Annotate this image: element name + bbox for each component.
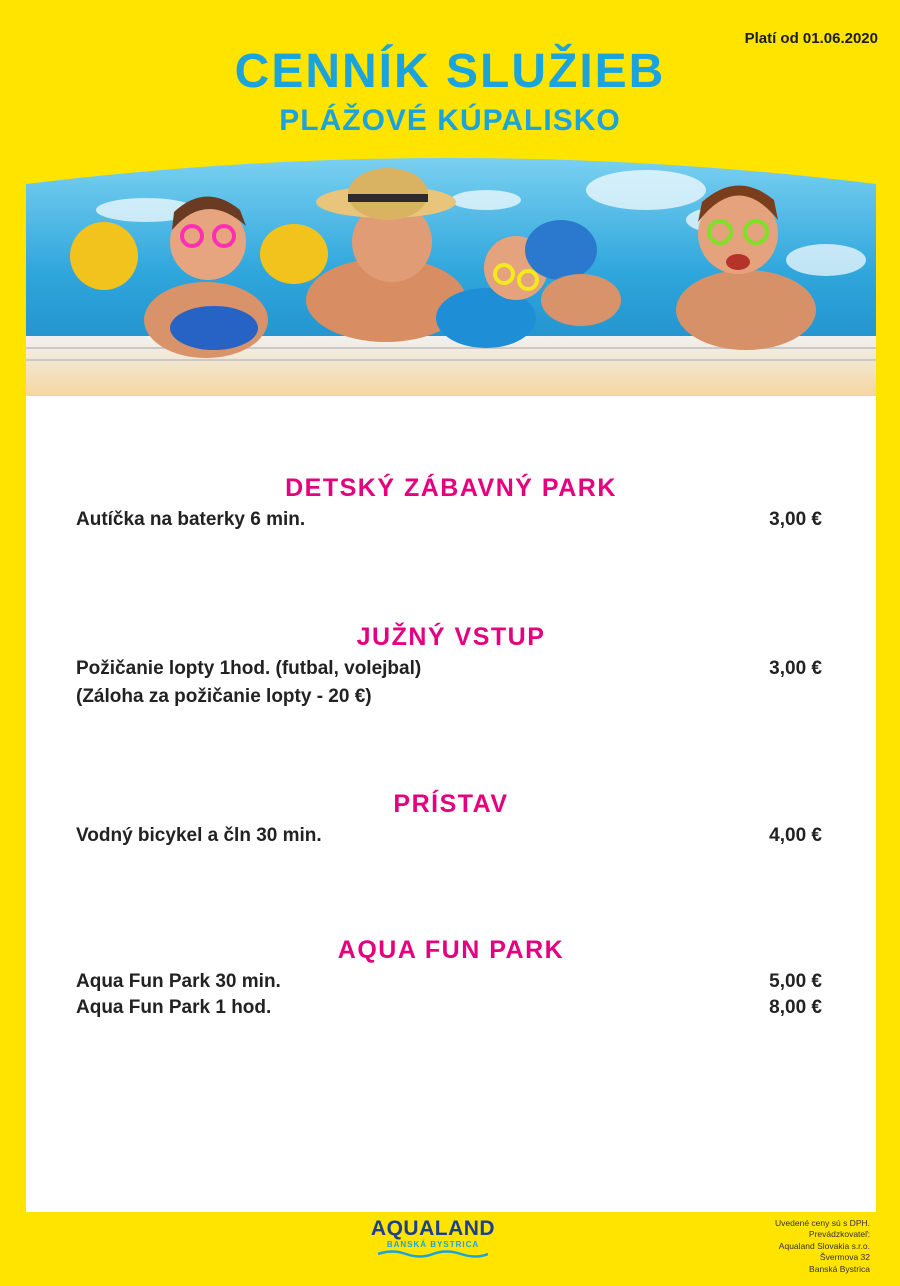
footer-operator-label: Prevádzkovateľ: bbox=[808, 1229, 870, 1240]
section-heading: AQUA FUN PARK bbox=[337, 936, 565, 964]
page-subtitle: PLÁŽOVÉ KÚPALISKO bbox=[279, 104, 621, 137]
item-price: 3,00 € bbox=[769, 658, 822, 679]
price-row bbox=[26, 686, 876, 712]
price-row bbox=[26, 509, 876, 535]
item-name: Aqua Fun Park 1 hod. bbox=[76, 997, 272, 1018]
section-aqua-fun-park bbox=[26, 936, 876, 1023]
section-pristav bbox=[26, 790, 876, 851]
section-heading: DETSKÝ ZÁBAVNÝ PARK bbox=[285, 474, 617, 502]
footer-operator-name: Aqualand Slovakia s.r.o. bbox=[778, 1240, 870, 1251]
footer-info bbox=[670, 1218, 870, 1275]
item-price: 5,00 € bbox=[769, 971, 822, 992]
item-name: Požičanie lopty 1hod. (futbal, volejbal) bbox=[76, 658, 422, 679]
price-row bbox=[26, 825, 876, 851]
section-juzny-vstup bbox=[26, 623, 876, 712]
footer-vat-note: Uvedené ceny sú s DPH. bbox=[775, 1218, 870, 1228]
logo-subtext: BANSKÁ BYSTRICA bbox=[386, 1240, 480, 1249]
item-price: 4,00 € bbox=[769, 825, 822, 846]
price-row bbox=[26, 971, 876, 997]
price-row bbox=[26, 658, 876, 684]
section-detsky-zabavny-park bbox=[26, 474, 876, 535]
footer-city: Banská Bystrica bbox=[809, 1263, 870, 1274]
section-heading: PRÍSTAV bbox=[393, 790, 509, 818]
page-title: CENNÍK SLUŽIEB bbox=[234, 45, 666, 98]
item-name: Autíčka na baterky 6 min. bbox=[76, 509, 306, 530]
footer-street: Švermova 32 bbox=[819, 1252, 870, 1263]
aqualand-logo bbox=[368, 1218, 498, 1259]
valid-from-date: Platí od 01.06.2020 bbox=[744, 30, 878, 47]
logo-text: AQUALAND bbox=[370, 1217, 496, 1240]
wave-icon bbox=[378, 1249, 488, 1259]
item-name: (Záloha za požičanie lopty - 20 €) bbox=[76, 686, 372, 707]
item-price: 3,00 € bbox=[769, 509, 822, 530]
hero-photo-pool-family bbox=[26, 150, 876, 396]
price-row bbox=[26, 997, 876, 1023]
item-price: 8,00 € bbox=[769, 997, 822, 1018]
section-heading: JUŽNÝ VSTUP bbox=[356, 623, 546, 651]
item-name: Aqua Fun Park 30 min. bbox=[76, 971, 281, 992]
price-list-panel bbox=[26, 396, 876, 1212]
item-name: Vodný bicykel a čln 30 min. bbox=[76, 825, 322, 846]
